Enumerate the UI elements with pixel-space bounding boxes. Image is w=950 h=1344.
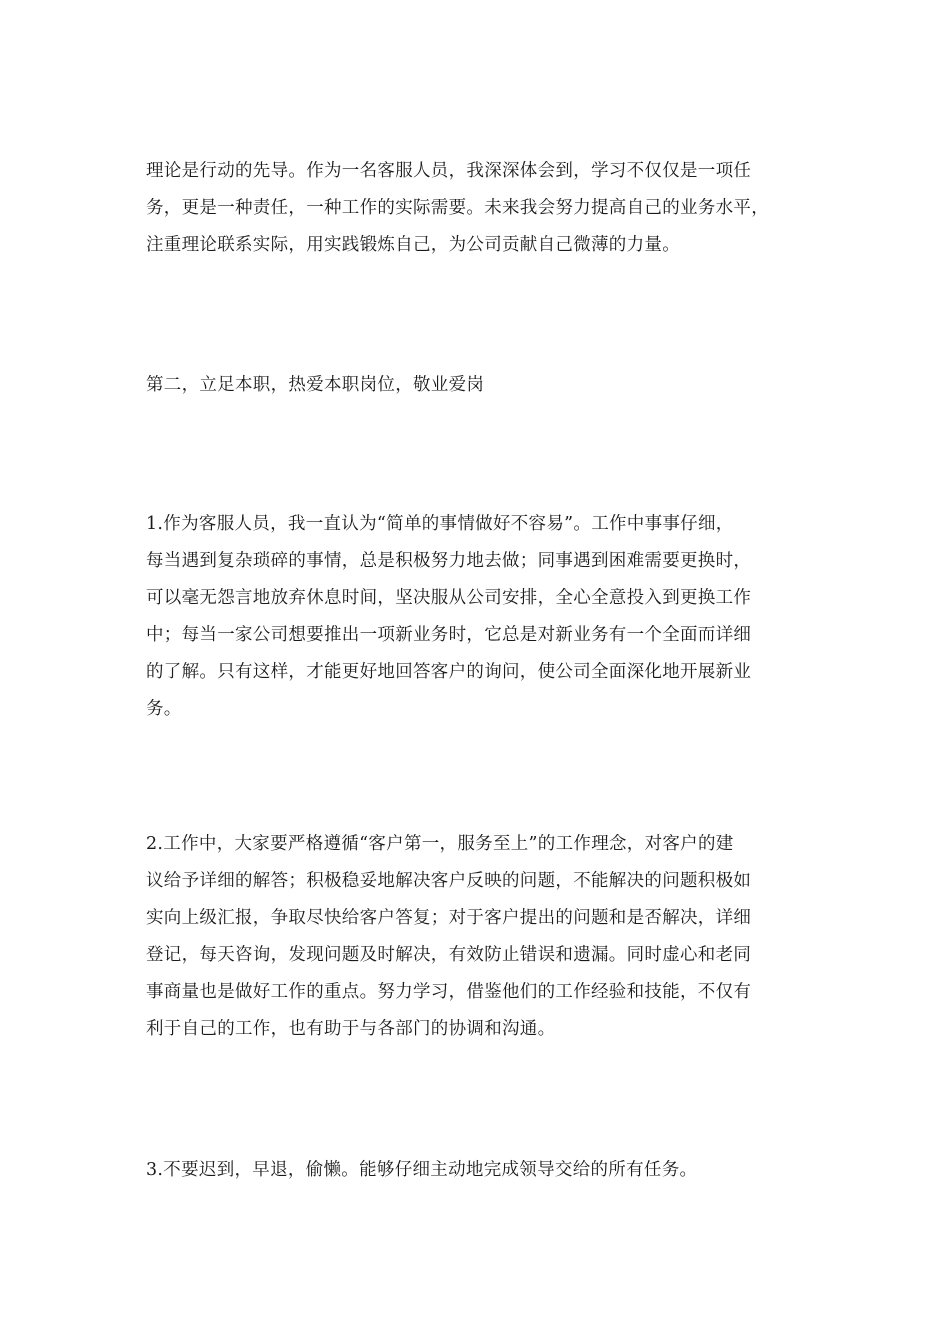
text-line: 利于自己的工作，也有助于与各部门的协调和沟通。 [146, 1019, 556, 1039]
text-line: 理论是行动的先导。作为一名客服人员，我深深体会到，学习不仅仅是一项任 [146, 161, 752, 181]
text-line: 的了解。只有这样，才能更好地回答客户的询问，使公司全面深化地开展新业 [146, 662, 752, 682]
text-line: 2.工作中，大家要严格遵循“客户第一，服务至上”的工作理念，对客户的建 [146, 834, 734, 854]
text-line: 务。 [146, 699, 182, 719]
paragraph-item-2 [146, 826, 816, 1048]
paragraph-item-1 [146, 506, 816, 728]
section-heading-second [146, 367, 816, 404]
text-line: 1.作为客服人员，我一直认为“简单的事情做好不容易”。工作中事事仔细， [146, 514, 734, 534]
paragraph-theory-learning [146, 153, 816, 264]
paragraph-item-3 [146, 1152, 816, 1189]
text-line: 议给予详细的解答；积极稳妥地解决客户反映的问题，不能解决的问题积极如 [146, 871, 752, 891]
text-line: 中；每当一家公司想要推出一项新业务时，它总是对新业务有一个全面而详细 [146, 625, 752, 645]
text-line: 第二，立足本职，热爱本职岗位，敬业爱岗 [146, 375, 485, 395]
text-line: 事商量也是做好工作的重点。努力学习，借鉴他们的工作经验和技能，不仅有 [146, 982, 752, 1002]
text-line: 登记，每天咨询，发现问题及时解决，有效防止错误和遗漏。同时虚心和老同 [146, 945, 752, 965]
text-line: 每当遇到复杂琐碎的事情，总是积极努力地去做；同事遇到困难需要更换时， [146, 551, 752, 571]
text-line: 3.不要迟到，早退，偷懒。能够仔细主动地完成领导交给的所有任务。 [146, 1160, 698, 1180]
text-line: 注重理论联系实际，用实践锻炼自己，为公司贡献自己微薄的力量。 [146, 235, 680, 255]
text-line: 实向上级汇报，争取尽快给客户答复；对于客户提出的问题和是否解决，详细 [146, 908, 752, 928]
text-line: 务，更是一种责任，一种工作的实际需要。未来我会努力提高自己的业务水平， [146, 198, 769, 218]
text-line: 可以毫无怨言地放弃休息时间，坚决服从公司安排，全心全意投入到更换工作 [146, 588, 752, 608]
